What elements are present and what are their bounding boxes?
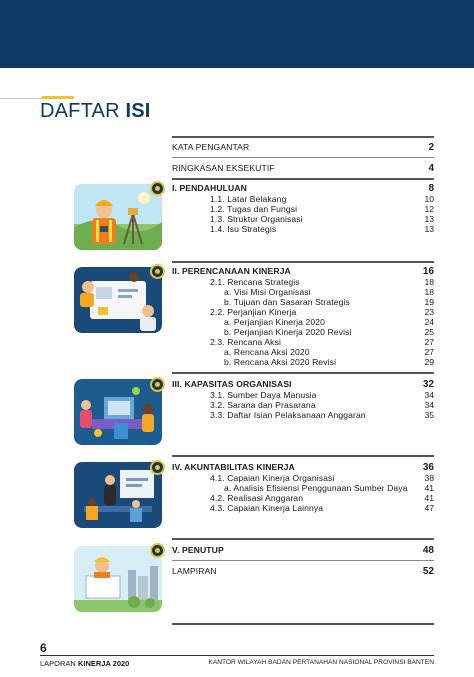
top-banner <box>0 0 474 68</box>
toc-subentry[interactable] <box>172 214 434 224</box>
toc-page: 18 <box>424 277 434 287</box>
toc-page: 47 <box>424 503 434 513</box>
footer-institution: KANTOR WILAYAH BADAN PERTANAHAN NASIONAL PROVINSI BANTEN <box>208 659 434 666</box>
toc-label: I. PENDAHULUAN <box>172 183 247 193</box>
toc-page: 52 <box>422 566 434 577</box>
toc-label: KATA PENGANTAR <box>172 142 250 152</box>
toc-subentry[interactable] <box>172 483 434 493</box>
toc-subentry[interactable] <box>172 277 434 287</box>
toc-page: 38 <box>424 473 434 483</box>
toc-subentry[interactable] <box>172 337 434 347</box>
section-badge-icon <box>150 181 165 196</box>
toc-page: 10 <box>424 194 434 204</box>
toc-entry-bab4[interactable] <box>172 462 434 473</box>
planning-meeting-illustration <box>74 267 162 333</box>
toc-label: a. Visi Misi Organisasi <box>224 287 311 297</box>
toc-subentry[interactable] <box>172 473 434 483</box>
toc-page: 36 <box>422 462 434 473</box>
toc-entry-bab3[interactable] <box>172 379 434 390</box>
divider <box>172 538 434 540</box>
toc-label: 4.2. Realisasi Anggaran <box>210 493 304 503</box>
toc-entry-bab5[interactable] <box>172 545 434 556</box>
toc-label: 1.3. Struktur Organisasi <box>210 214 303 224</box>
toc-page: 34 <box>424 400 434 410</box>
toc-page: 35 <box>424 410 434 420</box>
toc-subentry[interactable] <box>172 347 434 357</box>
toc-subentry[interactable] <box>172 503 434 513</box>
footer-report-bold: KINERJA 2020 <box>77 659 130 668</box>
toc-page: 4 <box>428 163 434 174</box>
toc-page: 48 <box>422 545 434 556</box>
page-title-light: DAFTAR <box>40 100 126 122</box>
toc-subentry[interactable] <box>172 400 434 410</box>
toc-page: 13 <box>424 224 434 234</box>
toc-label: III. KAPASITAS ORGANISASI <box>172 379 292 389</box>
toc-subentry[interactable] <box>172 327 434 337</box>
toc-label: b. Rencana Aksi 2020 Revisi <box>224 357 337 367</box>
page-title-bold: ISI <box>125 100 151 122</box>
toc-entry-kata-pengantar[interactable] <box>172 142 434 153</box>
toc-page: 2 <box>428 142 434 153</box>
toc-page: 19 <box>424 297 434 307</box>
toc-page: 23 <box>424 307 434 317</box>
toc-subentry[interactable] <box>172 307 434 317</box>
section-badge-icon <box>150 377 165 392</box>
toc-entry-bab2[interactable] <box>172 266 434 277</box>
divider <box>172 560 434 561</box>
toc-subentry[interactable] <box>172 224 434 234</box>
toc-entry-bab1[interactable] <box>172 183 434 194</box>
toc-subentry[interactable] <box>172 390 434 400</box>
divider <box>172 261 434 263</box>
toc-page: 27 <box>424 337 434 347</box>
closing-engineer-illustration <box>74 546 162 612</box>
toc-subentry[interactable] <box>172 493 434 503</box>
toc-label: b. Tujuan dan Sasaran Strategis <box>224 297 350 307</box>
toc-subentry[interactable] <box>172 297 434 307</box>
toc-label: a. Analisis Efisiensi Penggunaan Sumber Daya <box>224 483 408 493</box>
toc-subentry[interactable] <box>172 287 434 297</box>
toc-page: 27 <box>424 347 434 357</box>
toc-label: RINGKASAN EKSEKUTIF <box>172 163 275 173</box>
toc-label: a. Perjanjian Kinerja 2020 <box>224 317 326 327</box>
toc-page: 25 <box>424 327 434 337</box>
title-rule <box>0 98 42 99</box>
divider <box>172 455 434 457</box>
toc-page: 29 <box>424 357 434 367</box>
divider <box>172 372 434 374</box>
title-accent-bar <box>42 96 74 99</box>
section-badge-icon <box>150 460 165 475</box>
section-badge-icon <box>150 543 165 558</box>
toc-label: 1.2. Tugas dan Fungsi <box>210 204 298 214</box>
toc-label: IV. AKUNTABILITAS KINERJA <box>172 462 295 472</box>
section-badge-icon <box>150 264 165 279</box>
toc-page: 16 <box>422 266 434 277</box>
page-title <box>40 100 151 123</box>
organization-team-illustration <box>74 379 162 445</box>
toc-page: 12 <box>424 204 434 214</box>
toc-subentry[interactable] <box>172 194 434 204</box>
toc-label: V. PENUTUP <box>172 545 224 555</box>
toc-entry-ringkasan[interactable] <box>172 163 434 174</box>
toc-label: 1.1. Latar Belakang <box>210 194 287 204</box>
toc-label: 2.2. Perjanjian Kinerja <box>210 307 297 317</box>
toc-page: 18 <box>424 287 434 297</box>
toc-label: II. PERENCANAAN KINERJA <box>172 266 291 276</box>
divider <box>172 178 434 180</box>
toc-label: 2.1. Rencana Strategis <box>210 277 300 287</box>
toc-page: 34 <box>424 390 434 400</box>
toc-label: 3.2. Sarana dan Prasarana <box>210 400 316 410</box>
surveyor-illustration <box>74 184 162 250</box>
toc-page: 13 <box>424 214 434 224</box>
toc-label: 4.1. Capaian Kinerja Organisasi <box>210 473 335 483</box>
footer-rule <box>40 655 434 656</box>
toc-subentry[interactable] <box>172 357 434 367</box>
divider <box>172 623 434 625</box>
footer-report-light: LAPORAN <box>40 659 78 668</box>
toc-label: LAMPIRAN <box>172 566 217 576</box>
toc-label: a. Rencana Aksi 2020 <box>224 347 310 357</box>
toc-label: b. Perjanjian Kinerja 2020 Revisi <box>224 327 352 337</box>
presentation-illustration <box>74 462 162 528</box>
toc-label: 1.4. Isu Strategis <box>210 224 277 234</box>
toc-label: 4.3. Capaian Kinerja Lainnya <box>210 503 324 513</box>
toc-page: 41 <box>424 493 434 503</box>
toc-page: 32 <box>422 379 434 390</box>
footer-report-title <box>40 659 129 668</box>
toc-subentry[interactable] <box>172 410 434 420</box>
toc-page: 8 <box>428 183 434 194</box>
toc-label: 2.3. Rencana Aksi <box>210 337 281 347</box>
page-number: 6 <box>40 641 47 655</box>
toc-subentry[interactable] <box>172 204 434 214</box>
divider <box>172 157 434 158</box>
toc-page: 41 <box>424 483 434 493</box>
toc-label: 3.1. Sumber Daya Manusia <box>210 390 317 400</box>
divider <box>172 136 434 138</box>
toc-entry-lampiran[interactable] <box>172 566 434 577</box>
toc-label: 3.3. Daftar Isian Pelaksanaan Anggaran <box>210 410 366 420</box>
toc-subentry[interactable] <box>172 317 434 327</box>
toc-page: 24 <box>424 317 434 327</box>
